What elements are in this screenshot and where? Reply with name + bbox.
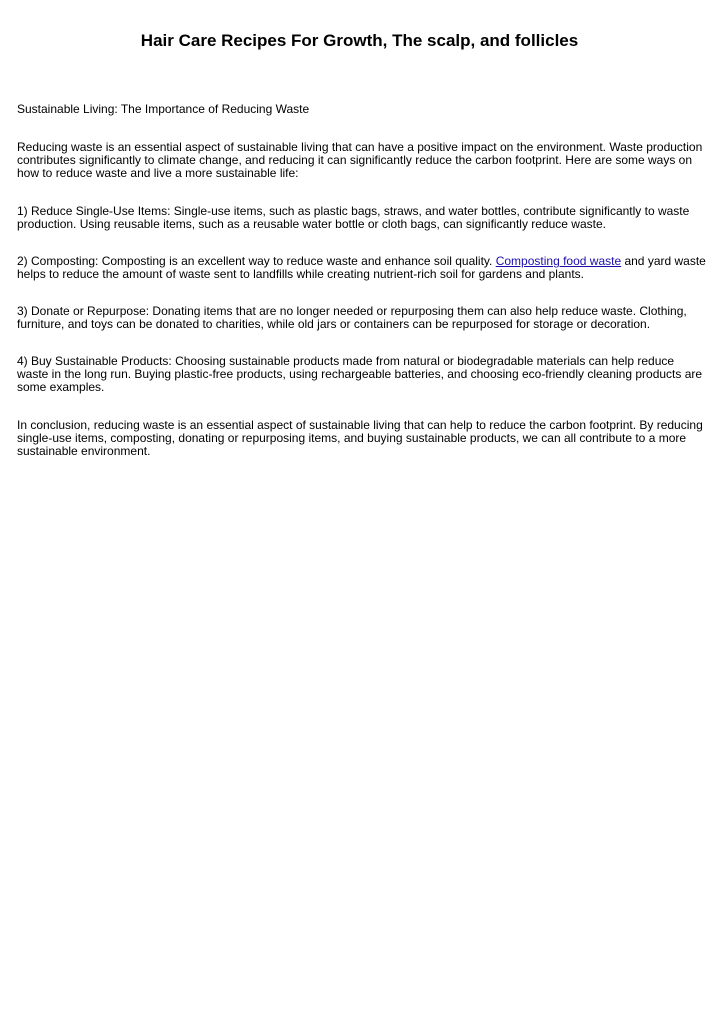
paragraph-buy-sustainable: 4) Buy Sustainable Products: Choosing sustainable products made from natural or biodegradable materials can help reduce waste in the long run. Buying plastic-free products, using rechargeable batteries, and choosing eco-friendly cleaning products are some examples.	[17, 354, 703, 394]
article-subtitle: Sustainable Living: The Importance of Reducing Waste	[17, 102, 310, 116]
composting-food-waste-link[interactable]: Composting food waste	[495, 254, 622, 268]
paragraph-donate-repurpose: 3) Donate or Repurpose: Donating items that are no longer needed or repurposing them can also help reduce waste. Clothing, furniture, and toys can be donated to charities, while old jars or containers can be repurposed for storage or decoration.	[17, 304, 687, 331]
paragraph-composting	[17, 255, 707, 281]
paragraph-reduce-single-use: 1) Reduce Single-Use Items: Single-use items, such as plastic bags, straws, and water bottles, contribute significantly to waste production. Using reusable items, such as a reusable water bottle or cloth bags, can significantly reduce waste.	[17, 204, 690, 231]
page-title: Hair Care Recipes For Growth, The scalp, and follicles	[140, 31, 579, 50]
paragraph-conclusion: In conclusion, reducing waste is an essential aspect of sustainable living that can help to reduce the carbon footprint. By reducing single-use items, composting, donating or repurposing items, and buying sustainable products, we can all contribute to a more sustainable environment.	[17, 418, 703, 458]
paragraph-composting-text-before: 2) Composting: Composting is an excellent way to reduce waste and enhance soil quality.	[17, 254, 496, 268]
paragraph-composting-text-after: and yard waste helps to reduce the amount of waste sent to landfills while creating nutrient-rich soil for gardens and plants.	[17, 254, 706, 281]
paragraph-intro: Reducing waste is an essential aspect of sustainable living that can have a positive impact on the environment. Waste production contributes significantly to climate change, and reducing it can significantly reduce the carbon footprint. Here are some ways on how to reduce waste and live a more sustainable life:	[17, 140, 703, 180]
